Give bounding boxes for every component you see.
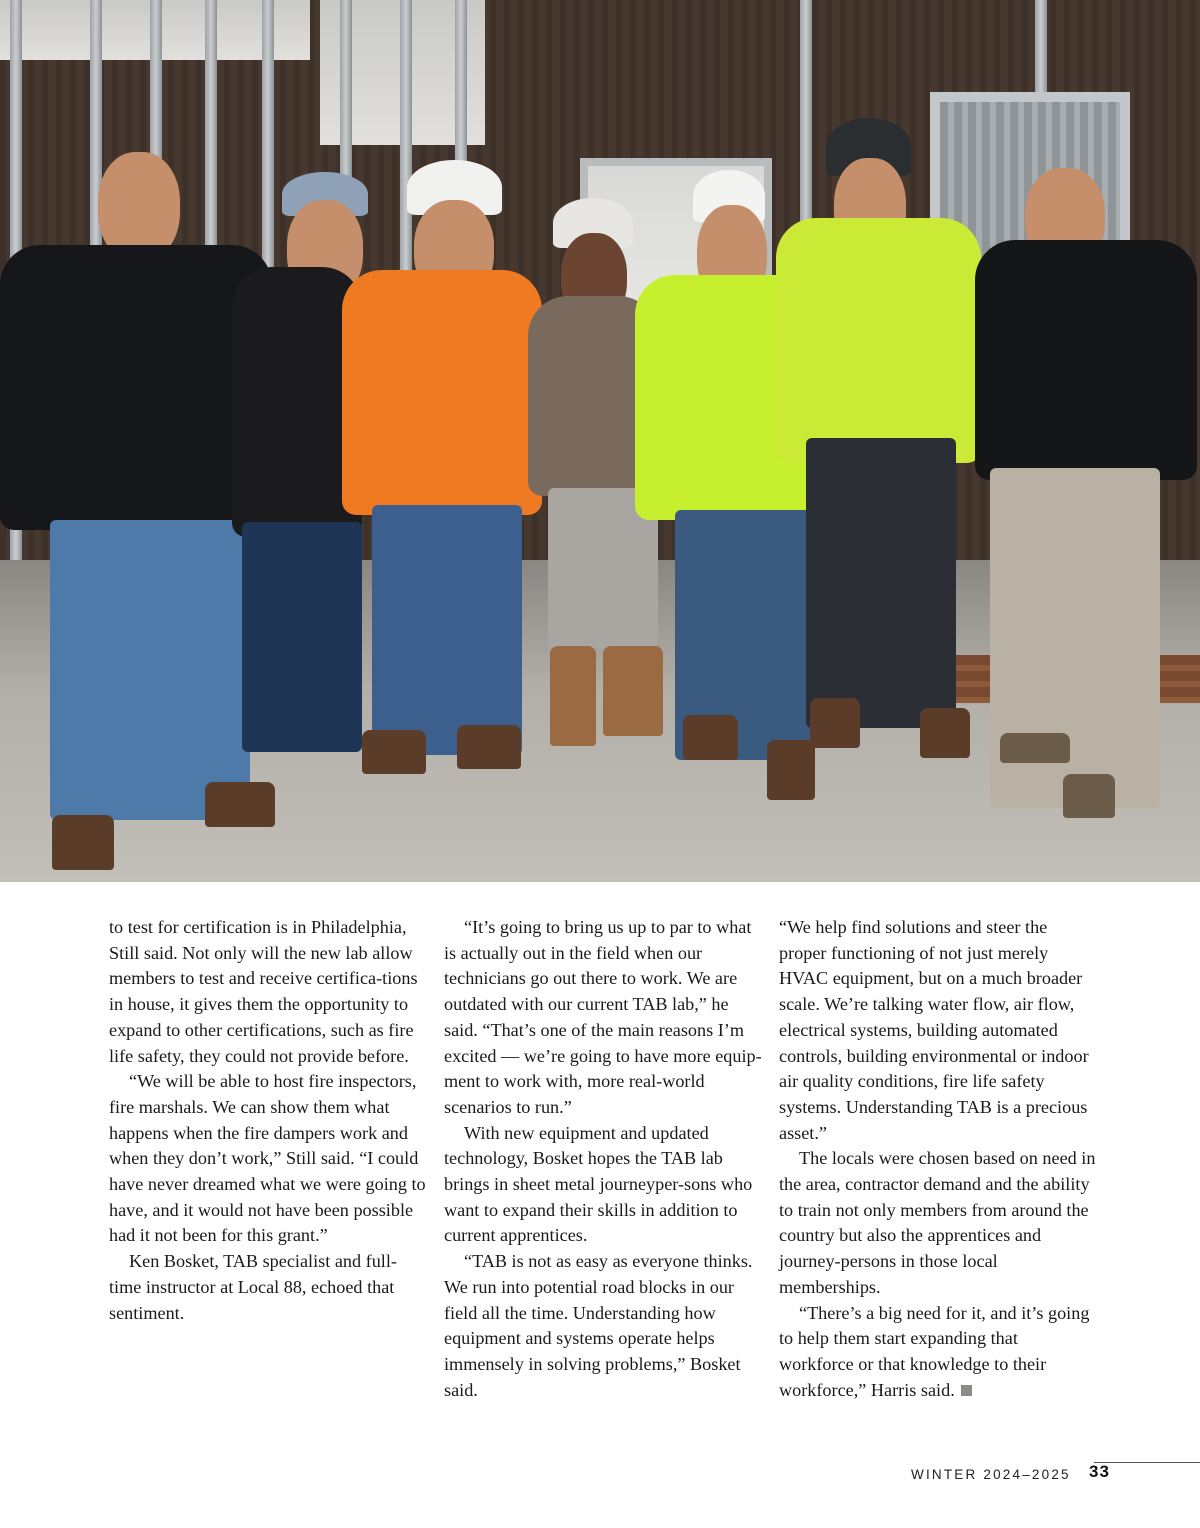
- footer-issue: WINTER 2024–2025: [911, 1467, 1071, 1482]
- closing-paragraph-text: “There’s a big need for it, and it’s going to help them start expanding that workforce or that knowledge to their workforce,” Harris said.: [779, 1302, 1090, 1400]
- page-number: 33: [1089, 1462, 1110, 1481]
- paragraph: “TAB is not as easy as everyone thinks. We run into potential road blocks in our field all the time. Understanding how equipment and systems operate helps immensely in solving problems,” Bosket said.: [444, 1251, 753, 1400]
- article-column-2: [444, 915, 762, 1403]
- article-column-1: [109, 915, 427, 1326]
- article-column-3: [779, 915, 1097, 1403]
- paragraph: “We help find solutions and steer the proper functioning of not just merely HVAC equipment, but on a much broader scale. We’re talking water flow, air flow, electrical systems, building automated controls, building environmental or indoor air quality conditions, fire life safety systems. Understanding TAB is a precious asset.”: [779, 917, 1089, 1143]
- paragraph: “We will be able to host fire inspectors, fire marshals. We can show them what happens when the fire dampers work and when they don’t work,” Still said. “I could have never dreamed what we were going to have, and it would not have been possible had it not been for this grant.”: [109, 1071, 426, 1246]
- paragraph: [779, 1301, 1097, 1404]
- paragraph: to test for certification is in Philadelphia, Still said. Not only will the new lab allow members to test and receive certifica-tions in house, it gives them the opportunity to expand to other certifications, such as fire life safety, they could not provide before.: [109, 917, 418, 1066]
- paragraph: The locals were chosen based on need in the area, contractor demand and the ability to train not only members from around the country but also the apprentices and journey-persons in those local memberships.: [779, 1148, 1096, 1297]
- paragraph: Ken Bosket, TAB specialist and full-time instructor at Local 88, echoed that sentiment.: [109, 1251, 397, 1323]
- paragraph: “It’s going to bring us up to par to what is actually out in the field when our technicians go out there to work. We are outdated with our current TAB lab,” he said. “That’s one of the main reasons I’m excited — we’re going to have more equip-ment to work with, more real-world scenarios to run.”: [444, 917, 762, 1117]
- paragraph: With new equipment and updated technology, Bosket hopes the TAB lab brings in sheet metal journeyper-sons who want to expand their skills in addition to current apprentices.: [444, 1122, 753, 1246]
- end-of-article-mark: [961, 1385, 972, 1396]
